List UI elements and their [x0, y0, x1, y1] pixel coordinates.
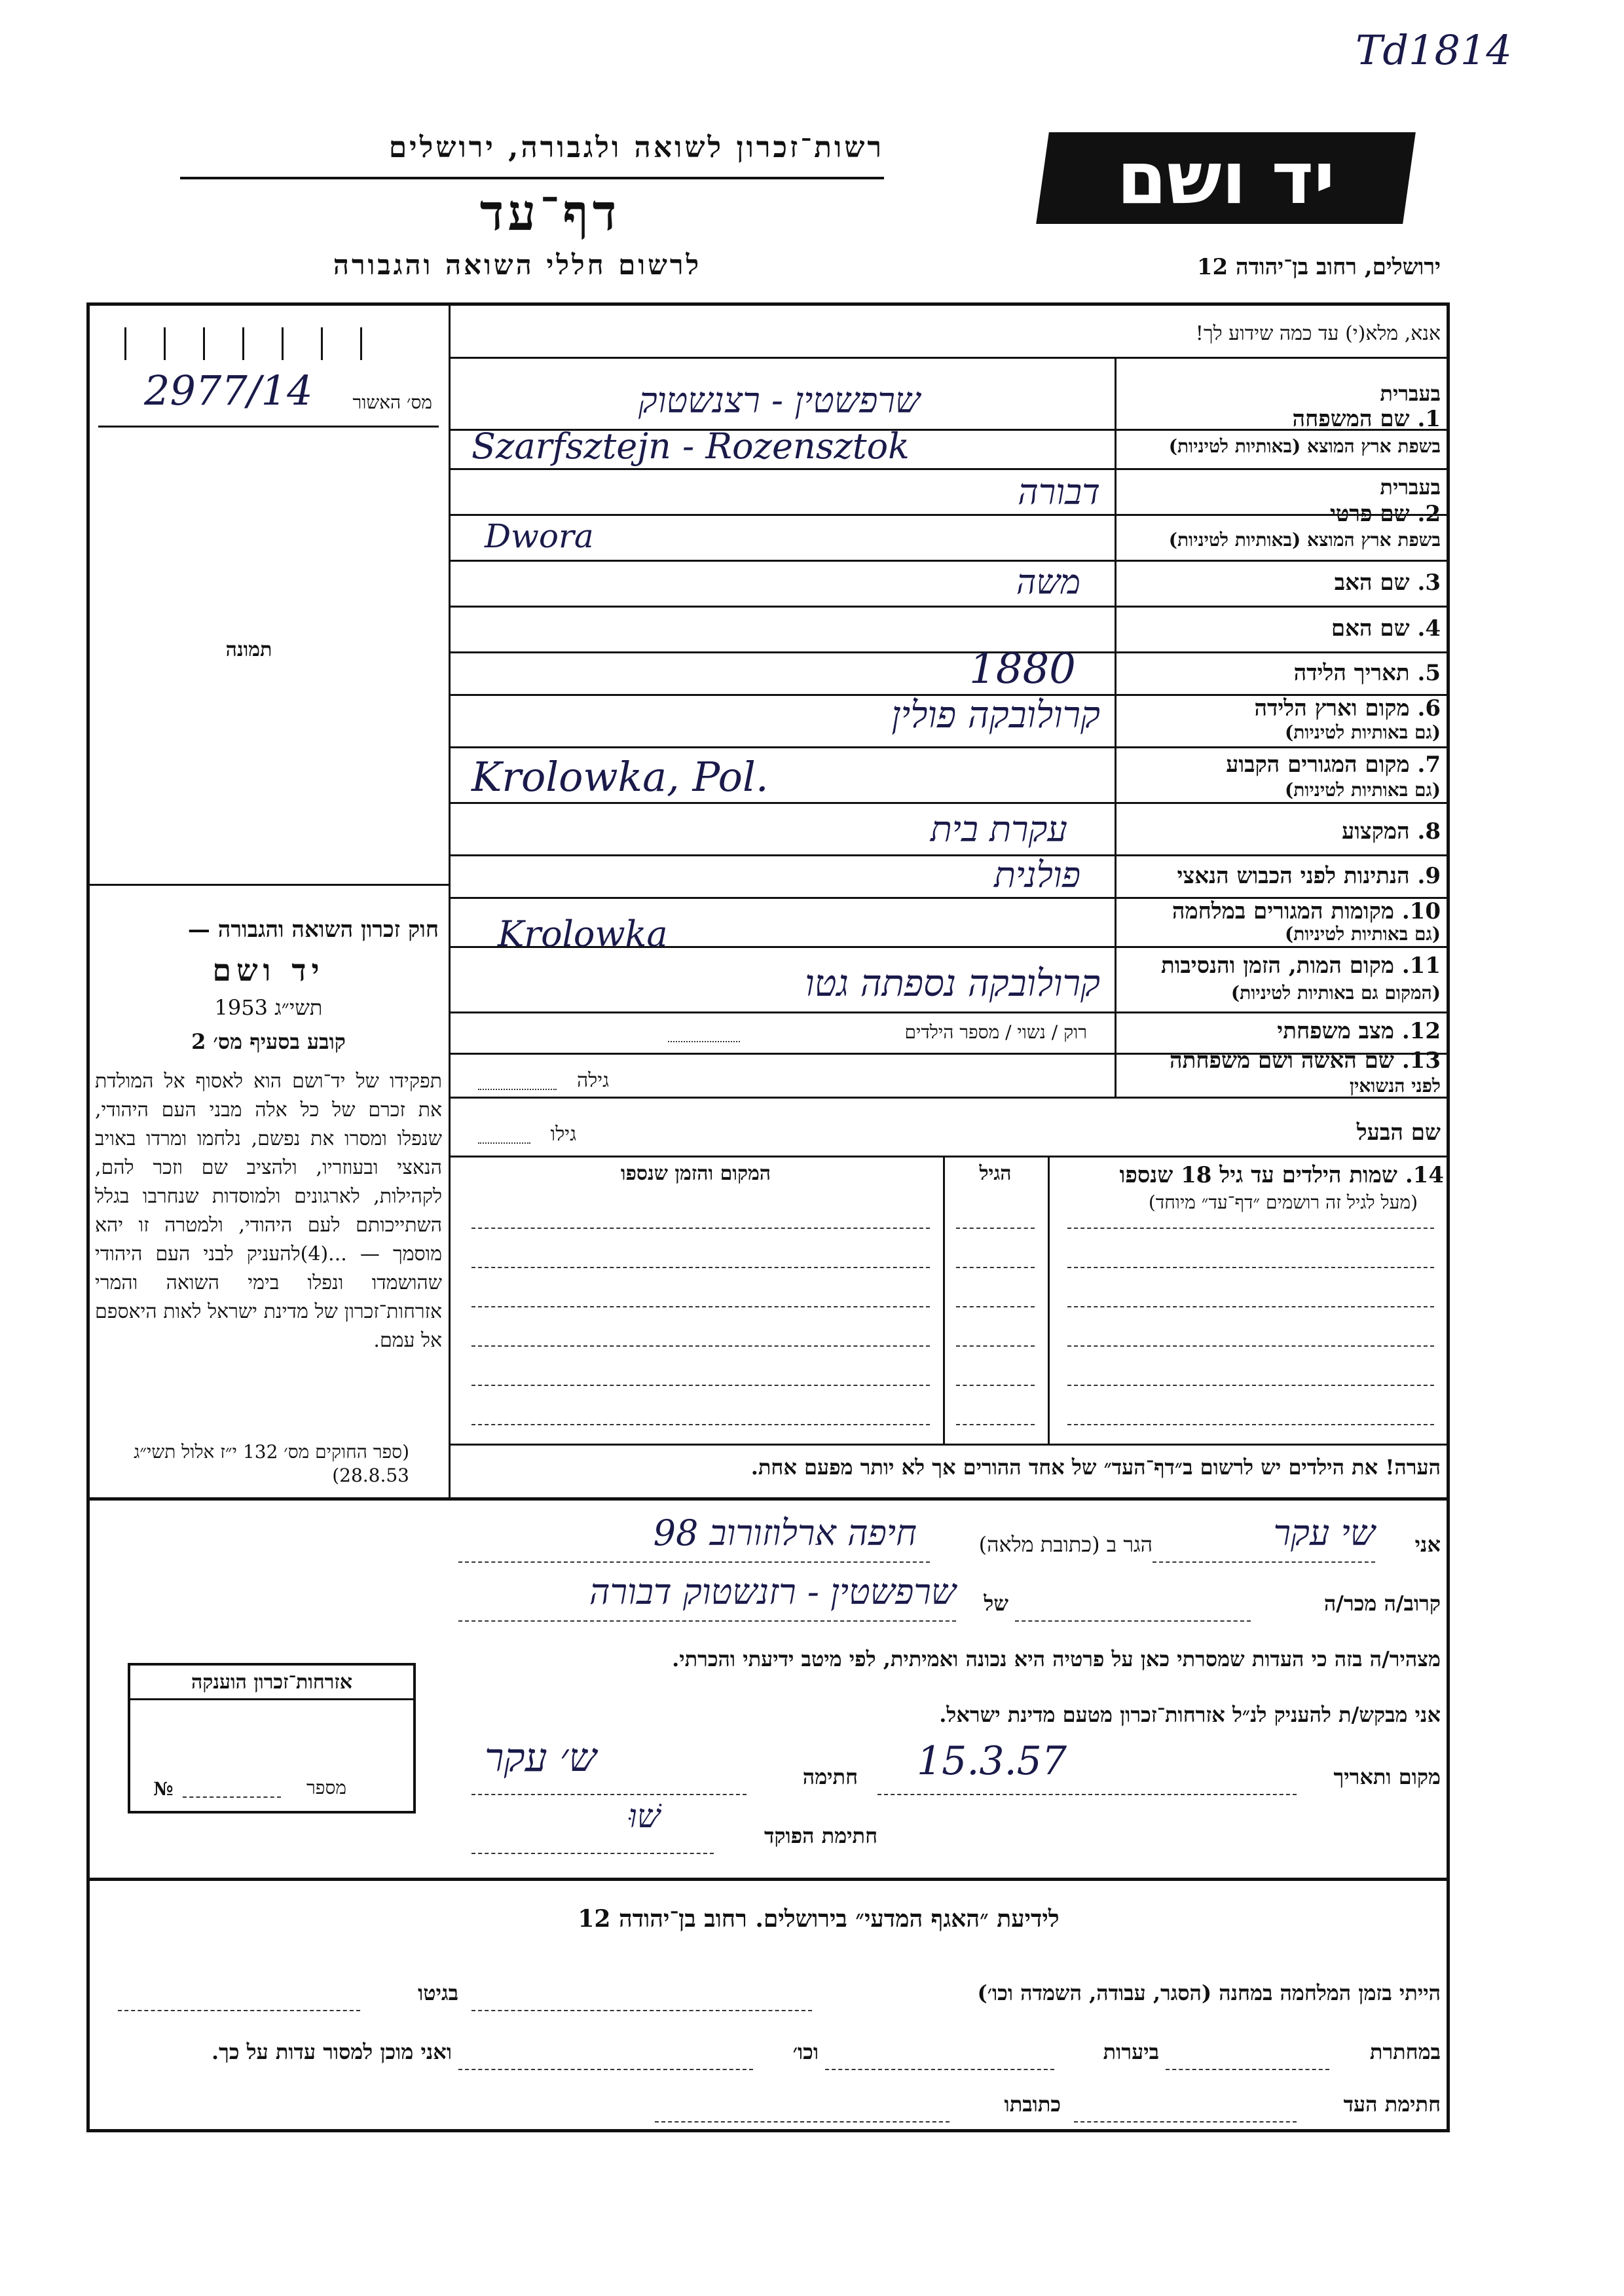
- note: הערה! את הילדים יש לרשום ב״דף־העד״ של אחד ההורים אך לא יותר מפעם אחת.: [750, 1455, 1441, 1480]
- footer-witness-signature: חתימת העד: [1343, 2092, 1441, 2117]
- husband-label: שם הבעל: [1356, 1120, 1441, 1146]
- field-11-label: 11. מקום המות, הזמן והנסיבות: [1160, 953, 1441, 979]
- date-value: 15.3.57: [917, 1738, 1067, 1784]
- witness-signature: ש׳ עקר: [485, 1735, 597, 1781]
- instructions-rule: [449, 357, 1450, 359]
- footer-title: לידיעת ״האגף המדעי״ בירושלים. רחוב בן־יהודה 12: [578, 1905, 1060, 1933]
- first-name-hebrew: דבורה: [1018, 471, 1100, 513]
- footer-ghetto-label: בגיטו: [418, 1980, 458, 2005]
- relative-label: קרוב/ה מכר/ה: [1323, 1591, 1441, 1616]
- footer-address: כתובתו: [1004, 2092, 1061, 2117]
- record-number: Td1814: [1356, 26, 1512, 74]
- page-title: דף־עד: [479, 183, 621, 242]
- law-year: תשי״ג 1953: [214, 995, 323, 1020]
- address: ירושלים, רחוב בן־יהודה 12: [1196, 254, 1441, 280]
- marital-status-options: רוק / נשוי / מספר הילדים: [904, 1021, 1087, 1043]
- field-1-hebrew-tag: בעברית: [1380, 381, 1441, 406]
- field-11-sub: (המקום גם באותיות לטיניות): [1230, 982, 1441, 1004]
- footer-forests: ביערות: [1103, 2039, 1159, 2064]
- residence: Krolowka, Pol.: [471, 753, 769, 801]
- father-name: משה: [1016, 563, 1080, 602]
- field-14-sub: (מעל לגיל זה רושמים ״דף־עד״ מיוחד): [1148, 1192, 1418, 1213]
- signature-label: חתימה: [802, 1764, 858, 1789]
- citizenship-request: אני מבקש/ת להעניק לנ״ל אזרחות־זכרון מטעם מדינת ישראל.: [939, 1702, 1441, 1727]
- witness-residence-label: הגר ב (כתובת מלאה): [978, 1532, 1153, 1557]
- photo-label: תמונה: [225, 638, 272, 661]
- place-date-label: מקום ותאריך: [1333, 1764, 1441, 1789]
- approval-rule: [98, 426, 439, 428]
- spouse-age-label: גילה: [576, 1069, 609, 1092]
- nationality: פולנית: [993, 854, 1080, 896]
- field-7-sub: (גם באותיות לטיניות): [1284, 779, 1441, 801]
- field-13-sub: לפני הנשואין: [1349, 1075, 1441, 1097]
- left-column-divider: [449, 302, 451, 1497]
- law-section: קובע בסעיף מס׳ 2: [191, 1029, 346, 1054]
- field-10-sub: (גם באותיות לטיניות): [1284, 923, 1441, 945]
- law-body: תפקידו של יד־ושם הוא לאסוף אל המולדת את זכרם של כל אלה מבני העם היהודי, שנפלו ומסרו את נפשם, נלחמו ומרדו באויב הנאצי ובעוזריו, ולהציב שם וזכר להם, לקהילות, לארגונים ולמוסדות שנחרבו בגלל השתייכותם לעם היהודי, ולמטרה זו יהא מוסמך — ...(4)להעניק לבני העם היהודי שהושמדו ונפלו בימי השואה והמרי אזרחות־זכרון של מדינת ישראל לאות היאספם אל עמם.: [95, 1070, 443, 1352]
- footer-etc: וכו׳: [792, 2039, 819, 2064]
- wartime-residence: Krolowka: [498, 913, 668, 955]
- field-6-sub: (גם באותיות לטיניות): [1284, 721, 1441, 743]
- law-source: (ספר החוקים מס׳ 132 י״ז אלול תשי״ג 28.8.53): [134, 1441, 409, 1486]
- field-5-label: 5. תאריך הלידה: [1293, 660, 1441, 686]
- law-box-top: [90, 884, 449, 886]
- field-1-label: 1. שם המשפחה: [1292, 406, 1441, 432]
- witness-address: חיפה ארלוזורוב 98: [653, 1512, 917, 1554]
- field-2-label: 2. שם פרטי: [1329, 501, 1441, 527]
- field-10-label: 10. מקומות המגורים במלחמה: [1172, 898, 1441, 924]
- field-2-sub: בשפת ארץ המוצא (באותיות לטיניות): [1168, 529, 1441, 551]
- authority-name: רשות־זכרון לשואה ולגבורה, ירושלים: [388, 131, 884, 164]
- witness-i-label: אני: [1414, 1532, 1441, 1557]
- law-title: חוק זכרון השואה והגבורה —: [187, 917, 439, 943]
- approval-ticks: [98, 327, 439, 360]
- field-13-label: 13. שם האשה ושם משפחתה: [1170, 1048, 1441, 1074]
- field-8-label: 8. המקצוע: [1341, 818, 1441, 845]
- of-label: של: [984, 1591, 1008, 1616]
- yad-vashem-logo: יד ושם: [1036, 132, 1416, 224]
- citizenship-box: [128, 1663, 416, 1813]
- law-yad-vashem: יד ושם: [212, 953, 325, 988]
- field-4-label: 4. שם האם: [1331, 615, 1441, 642]
- profession: עקרת בית: [930, 809, 1067, 850]
- approval-label: מס׳ האשור: [352, 392, 432, 413]
- field-2-hebrew-tag: בעברית: [1380, 475, 1441, 500]
- officer-signature: שׁוּ: [629, 1797, 661, 1835]
- citizenship-number-label: מספר: [306, 1777, 346, 1798]
- husband-age-label: גילו: [550, 1123, 576, 1146]
- declaration: מצהיר/ה בזה כי העדות שמסרתי כאן על פרטיה היא נכונה ואמיתית, לפי מיטב ידיעתי והכרתי.: [672, 1647, 1441, 1671]
- officer-signature-label: חתימת הפוקד: [764, 1823, 877, 1848]
- birth-place: קרולובקה פולין: [891, 694, 1100, 737]
- field-14-label: 14. שמות הילדים עד גיל 18 שנספו: [1119, 1162, 1444, 1188]
- witness-name: שי עקר: [1273, 1512, 1375, 1554]
- footer-line2-end: ואני מוכן למסור עדות על כך.: [211, 2039, 452, 2064]
- header-rule: [180, 177, 884, 179]
- children-place-header: המקום והזמן שנספו: [620, 1162, 771, 1185]
- first-name-latin: Dwora: [485, 517, 594, 555]
- instructions: אנא, מלא(י) עד כמה שידוע לך!: [1195, 322, 1441, 345]
- field-1-sub: בשפת ארץ המוצא (באותיות לטיניות): [1168, 435, 1441, 457]
- field-9-label: 9. הנתינות לפני הכבוש הנאצי: [1177, 863, 1441, 889]
- children-age-header: הגיל: [979, 1162, 1012, 1185]
- victim-name-repeat: שרפשטין - רזנשטוק דבורה: [589, 1571, 956, 1613]
- approval-number: 2977/14: [144, 367, 313, 414]
- birth-date: 1880: [969, 645, 1076, 693]
- field-12-label: 12. מצב משפחתי: [1277, 1018, 1441, 1044]
- footer-line1: הייתי בזמן המלחמה במחנה (הסגר, עבודה, השמדה וכו׳): [977, 1980, 1441, 2005]
- family-name-latin: Szarfsztejn - Rozensztok: [471, 426, 910, 467]
- family-name-hebrew: שרפשטין - רצנשטוק: [638, 380, 921, 421]
- number-sign: №: [153, 1778, 174, 1800]
- footer-underground: במחתרת: [1369, 2039, 1441, 2064]
- death-place: קרולובקה נספתה גטו: [805, 962, 1100, 1005]
- page-subtitle: לרשום חללי השואה והגבורה: [333, 249, 702, 281]
- field-7-label: 7. מקום המגורים הקבוע: [1226, 752, 1441, 778]
- citizenship-box-title: אזרחות־זכרון הוענקה: [191, 1671, 353, 1694]
- field-3-label: 3. שם האב: [1334, 570, 1441, 596]
- field-6-label: 6. מקום וארץ הלידה: [1254, 695, 1441, 721]
